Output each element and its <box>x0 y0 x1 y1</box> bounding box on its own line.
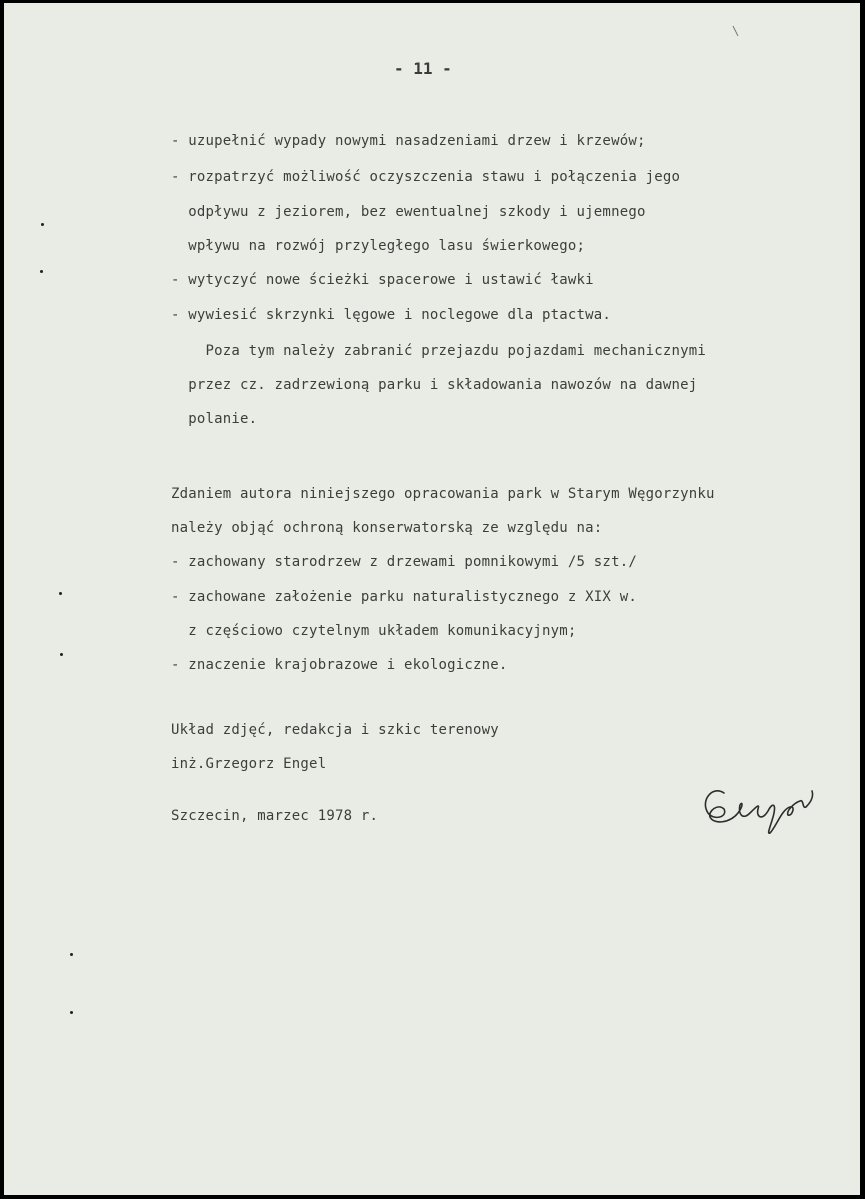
text-line: - wywiesić skrzynki lęgowe i noclegowe dla ptactwa. <box>171 307 612 323</box>
text-line: wpływu na rozwój przyległego lasu świerkowego; <box>171 238 586 254</box>
text-line: odpływu z jeziorem, bez ewentualnej szkody i ujemnego <box>171 204 646 220</box>
document-page <box>4 3 860 1195</box>
text-line: - uzupełnić wypady nowymi nasadzeniami drzew i krzewów; <box>171 133 646 149</box>
scan-dot <box>70 953 73 956</box>
signature <box>694 773 824 843</box>
text-line: polanie. <box>171 411 258 427</box>
text-line: - zachowany starodrzew z drzewami pomnikowymi /5 szt./ <box>171 554 637 570</box>
scan-dot <box>59 592 62 595</box>
text-line: inż.Grzegorz Engel <box>171 756 327 772</box>
scratch-mark <box>732 25 740 37</box>
text-line: Zdaniem autora niniejszego opracowania park w Starym Węgorzynku <box>171 486 715 502</box>
text-line: z częściowo czytelnym układem komunikacyjnym; <box>171 623 577 639</box>
page-number: - 11 - <box>394 59 452 78</box>
text-line: należy objąć ochroną konserwatorską ze względu na: <box>171 520 603 536</box>
text-line: - wytyczyć nowe ścieżki spacerowe i ustawić ławki <box>171 272 594 288</box>
text-line: Poza tym należy zabranić przejazdu pojazdami mechanicznymi <box>171 343 706 359</box>
text-line: Układ zdjęć, redakcja i szkic terenowy <box>171 722 499 738</box>
text-line: przez cz. zadrzewioną parku i składowania nawozów na dawnej <box>171 377 698 393</box>
text-line: - zachowane założenie parku naturalistycznego z XIX w. <box>171 589 637 605</box>
scan-dot <box>70 1011 73 1014</box>
text-line: - znaczenie krajobrazowe i ekologiczne. <box>171 657 508 673</box>
scan-dot <box>60 653 63 656</box>
text-line: - rozpatrzyć możliwość oczyszczenia stawu i połączenia jego <box>171 169 681 185</box>
scan-dot <box>41 223 44 226</box>
scan-dot <box>40 270 43 273</box>
text-line: Szczecin, marzec 1978 r. <box>171 808 379 824</box>
